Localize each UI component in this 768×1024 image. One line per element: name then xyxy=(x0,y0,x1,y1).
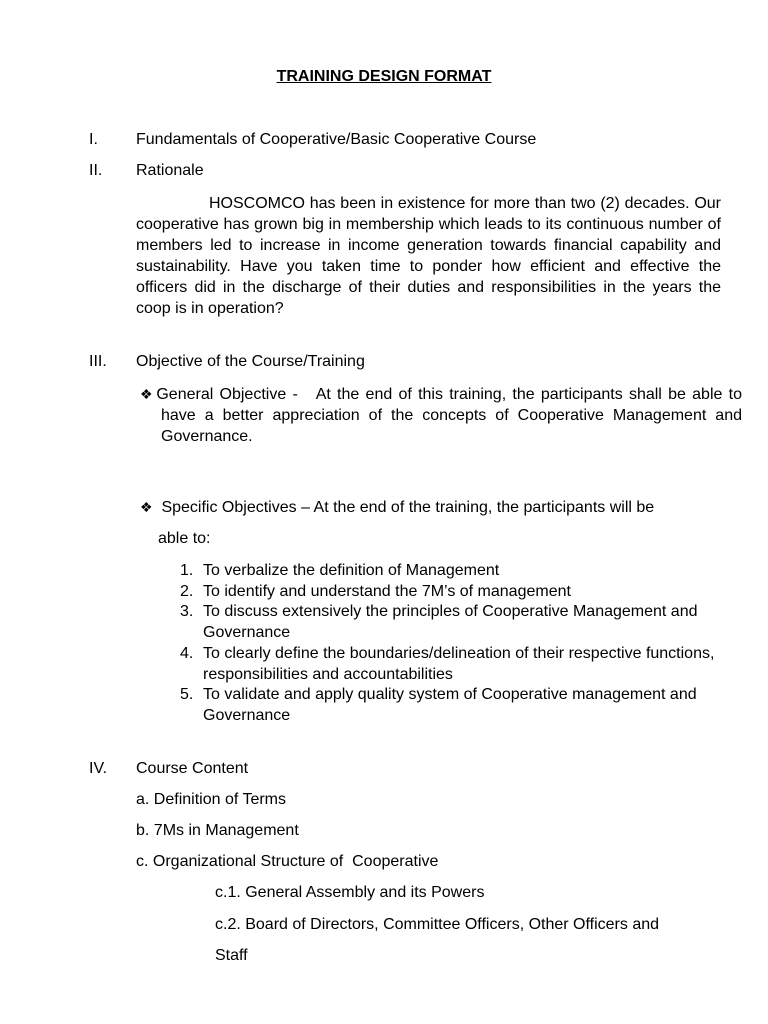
section-3-number: III. xyxy=(89,353,107,370)
specific-objectives-label: Specific Objectives – xyxy=(161,499,310,516)
diamond-bullet-icon: ❖ xyxy=(140,386,155,402)
general-objective-text: At the end of this training, the participants shall be able to have a better appreciation of the concepts of Cooperative Management and Governance. xyxy=(161,386,743,445)
section-2-number: II. xyxy=(89,162,103,179)
list-item: 1. To verbalize the definition of Management xyxy=(180,562,500,579)
specific-objectives-line2: able to: xyxy=(158,530,211,547)
section-4-number: IV. xyxy=(89,760,108,777)
section-3-heading: Objective of the Course/Training xyxy=(136,353,365,370)
section-4-heading: Course Content xyxy=(136,760,249,777)
sub-content-c2-line1: c.2. Board of Directors, Committee Officers, Other Officers and xyxy=(215,916,660,933)
content-item-b: b. 7Ms in Management xyxy=(136,822,299,839)
list-item: 4. To clearly define the boundaries/delineation of their respective functions, responsibilities and accountabilities xyxy=(180,644,715,683)
general-objective xyxy=(140,384,742,447)
list-item: 2. To identify and understand the 7M’s of management xyxy=(180,582,571,600)
specific-objectives-intro xyxy=(140,499,654,517)
general-objective-label: General Objective - xyxy=(156,386,298,403)
sub-content-c1: c.1. General Assembly and its Powers xyxy=(215,884,485,901)
sub-content-c2-line2: Staff xyxy=(215,947,248,964)
content-item-c: c. Organizational Structure of Cooperative xyxy=(136,853,439,870)
section-1-number: I. xyxy=(89,131,98,148)
document-title: TRAINING DESIGN FORMAT xyxy=(276,68,492,85)
specific-objectives-list xyxy=(180,561,740,727)
diamond-bullet-icon: ❖ xyxy=(140,499,153,515)
rationale-paragraph: HOSCOMCO has been in existence for more than two (2) decades. Our cooperative has grown big in membership which leads to its continuous number of members led to increase in income generation towards financial capability and sustainability. Have you taken time to ponder how efficient and effective the officers did in the discharge of their duties and responsibilities in the years the coop is in operation? xyxy=(136,195,721,317)
list-item: 5. To validate and apply quality system of Cooperative management and Governance xyxy=(180,686,697,724)
section-1-heading: Fundamentals of Cooperative/Basic Cooperative Course xyxy=(136,131,537,148)
content-item-a: a. Definition of Terms xyxy=(136,791,286,808)
list-item: 3. To discuss extensively the principles of Cooperative Management and Governance xyxy=(180,603,698,642)
specific-objectives-line1: At the end of the training, the participants will be xyxy=(313,499,655,516)
section-2-heading: Rationale xyxy=(136,162,204,179)
